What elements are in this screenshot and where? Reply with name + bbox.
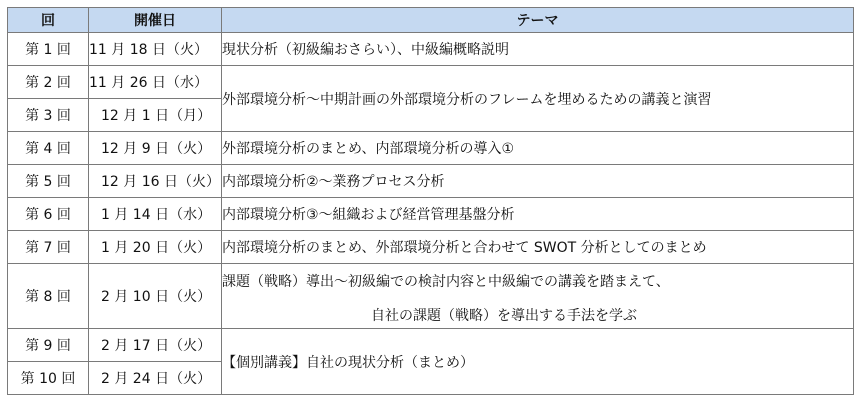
session-theme: 内部環境分析のまとめ、外部環境分析と合わせて SWOT 分析としてのまとめ	[222, 231, 854, 264]
session-date: 12 月 16 日（火）	[89, 165, 222, 198]
session-date: 1 月 14 日（水）	[89, 198, 222, 231]
header-theme: テーマ	[222, 8, 854, 33]
session-no: 第 4 回	[8, 132, 89, 165]
session-no: 第 8 回	[8, 264, 89, 329]
session-date: 2 月 17 日（火）	[89, 329, 222, 362]
session-no: 第 7 回	[8, 231, 89, 264]
session-no: 第 10 回	[8, 362, 89, 395]
session-no: 第 9 回	[8, 329, 89, 362]
session-theme-line-1: 課題（戦略）導出～初級編での検討内容と中級編での講義を踏まえて、	[222, 274, 670, 290]
session-theme: 内部環境分析②～業務プロセス分析	[222, 165, 854, 198]
table-row	[8, 66, 854, 99]
session-date: 1 月 20 日（火）	[89, 231, 222, 264]
session-no: 第 1 回	[8, 33, 89, 66]
table-row	[8, 165, 854, 198]
session-date: 12 月 9 日（火）	[89, 132, 222, 165]
session-theme: 現状分析（初級編おさらい）、中級編概略説明	[222, 33, 854, 66]
header-row	[8, 8, 854, 33]
session-date: 12 月 1 日（月）	[89, 99, 222, 132]
header-session-no: 回	[8, 8, 89, 33]
session-theme: 外部環境分析～中期計画の外部環境分析のフレームを埋めるための講義と演習	[222, 66, 854, 132]
table-row	[8, 198, 854, 231]
session-no: 第 5 回	[8, 165, 89, 198]
session-no: 第 2 回	[8, 66, 89, 99]
session-theme: 内部環境分析③～組織および経営管理基盤分析	[222, 198, 854, 231]
schedule-table	[7, 7, 854, 395]
session-theme-line-2: 自社の課題（戦略）を導出する手法を学ぶ	[371, 308, 637, 324]
session-date: 11 月 26 日（水）	[89, 66, 222, 99]
session-no: 第 3 回	[8, 99, 89, 132]
session-date: 11 月 18 日（火）	[89, 33, 222, 66]
table-row	[8, 264, 854, 329]
table-row	[8, 132, 854, 165]
session-theme: 外部環境分析のまとめ、内部環境分析の導入①	[222, 132, 854, 165]
table-row	[8, 33, 854, 66]
session-date: 2 月 10 日（火）	[89, 264, 222, 329]
table-row	[8, 231, 854, 264]
session-theme	[222, 264, 854, 329]
session-date: 2 月 24 日（火）	[89, 362, 222, 395]
table-row	[8, 329, 854, 362]
session-no: 第 6 回	[8, 198, 89, 231]
session-theme: 【個別講義】自社の現状分析（まとめ）	[222, 329, 854, 395]
header-date: 開催日	[89, 8, 222, 33]
